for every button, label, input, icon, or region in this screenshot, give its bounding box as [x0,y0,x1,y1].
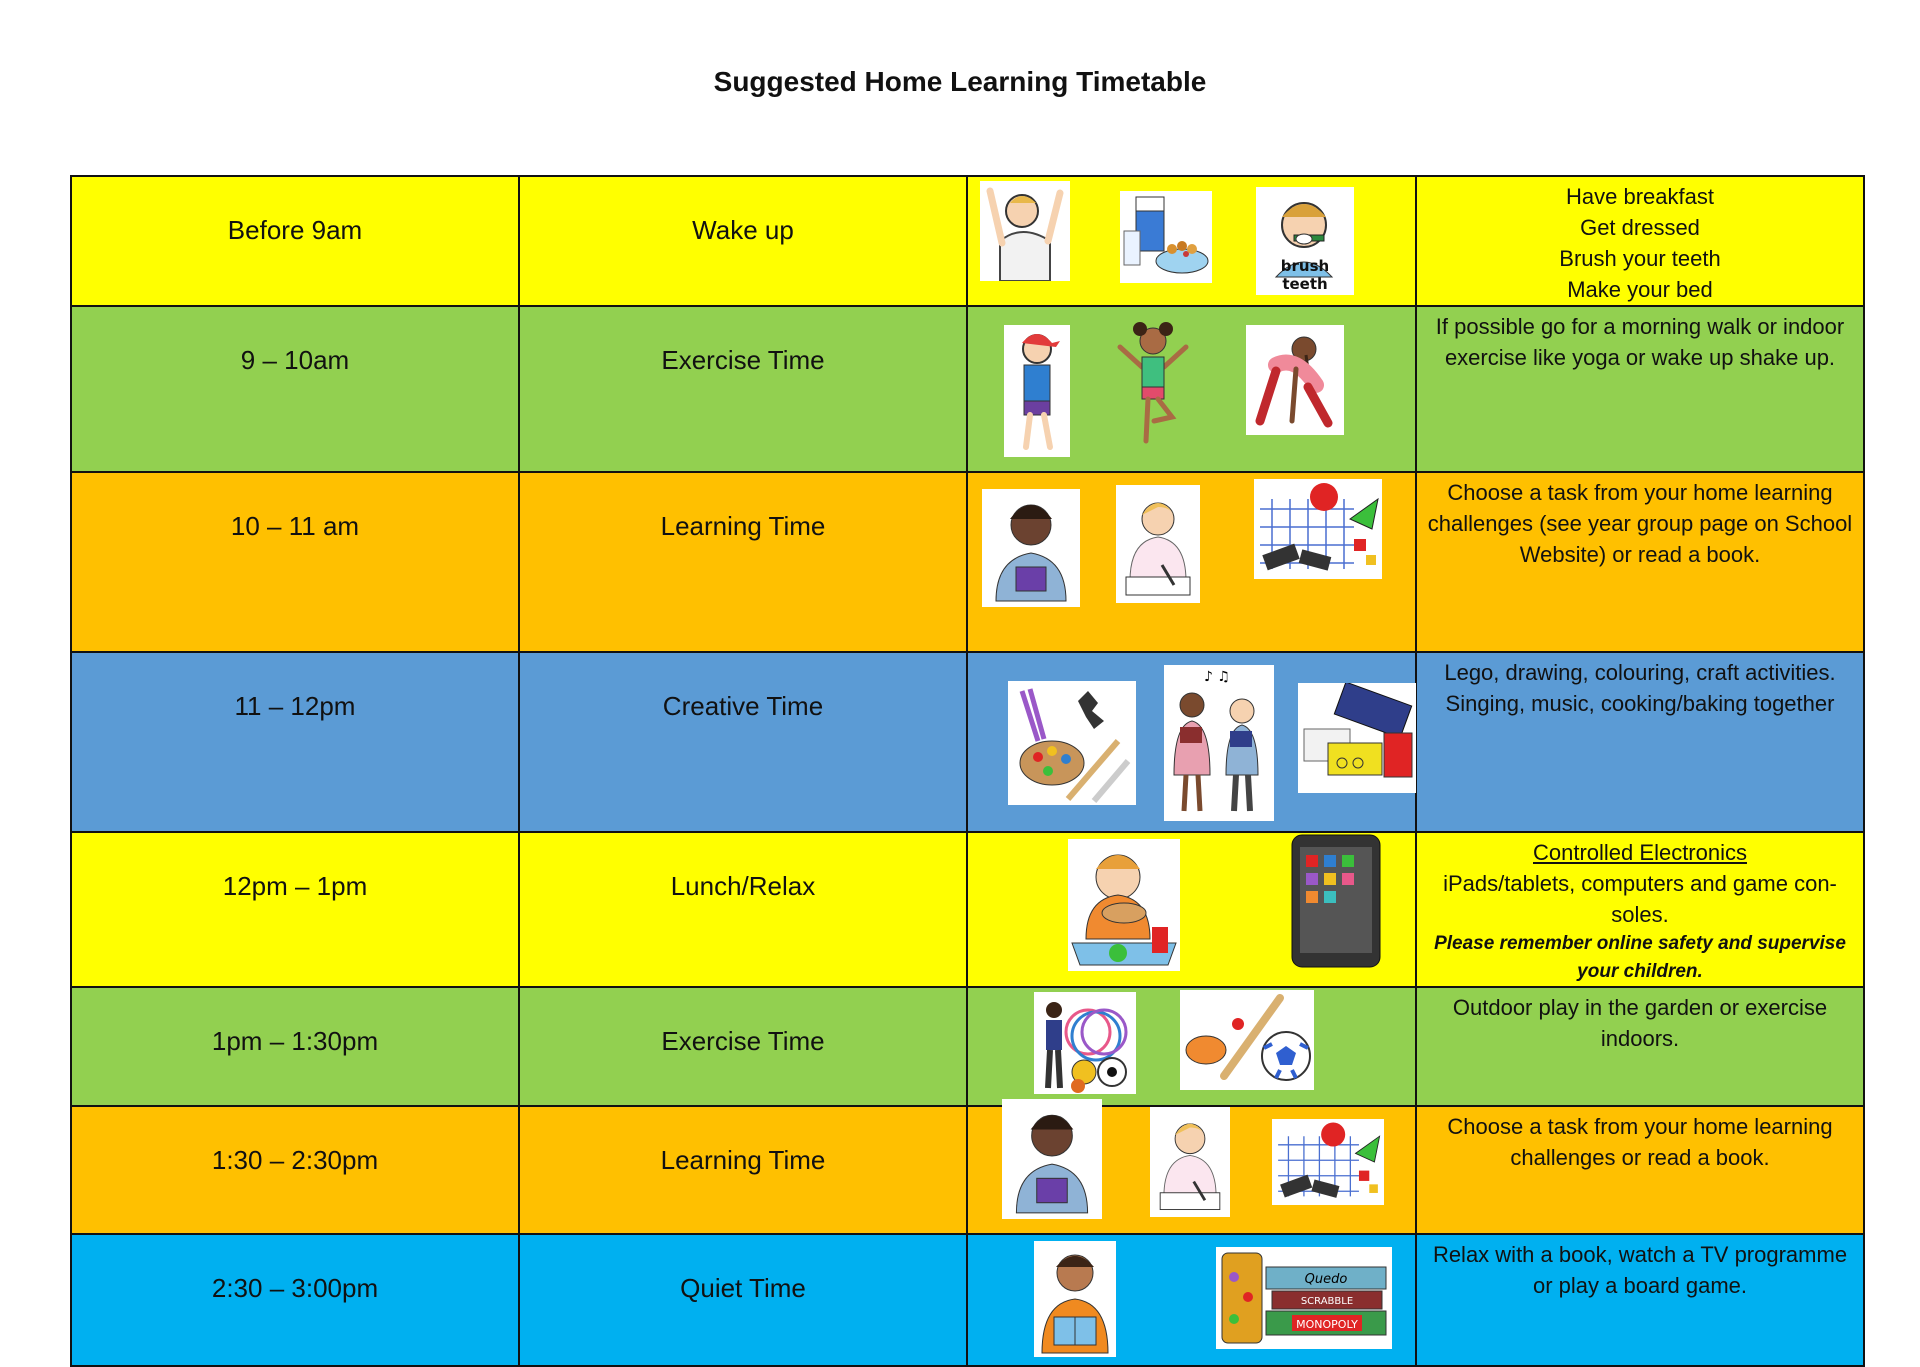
yoga-girl-icon [1110,317,1196,447]
images-cell [967,1234,1416,1366]
description-cell [1416,306,1864,472]
timetable-row [71,176,1864,306]
svg-text:Quedo: Quedo [1304,1272,1348,1287]
time-cell: 10 – 11 am [71,472,519,652]
description-line: Make your bed [1567,277,1713,302]
reading-boy-icon [982,489,1080,607]
sports-equipment-icon [1180,990,1314,1090]
timetable-row [71,1234,1864,1366]
time-cell: 1pm – 1:30pm [71,987,519,1106]
description-text: Lego, drawing, colouring, craft activities. Singing, music, cooking/baking together [1444,660,1836,716]
hoops-balls-child-icon [1034,992,1136,1094]
activity-cell: Exercise Time [519,306,967,472]
description-cell [1416,1234,1864,1366]
description-cell [1416,832,1864,987]
activity-cell: Quiet Time [519,1234,967,1366]
activity-cell: Creative Time [519,652,967,832]
description-line: Have breakfast [1566,184,1714,209]
description-text: Choose a task from your home learning challenges or read a book. [1447,1114,1833,1170]
activity-cell: Wake up [519,176,967,306]
description-line: Get dressed [1580,215,1700,240]
stretching-child-icon [980,181,1070,281]
activity-cell: Learning Time [519,1106,967,1234]
images-cell [967,1106,1416,1234]
svg-text:♪ ♫: ♪ ♫ [1204,669,1230,685]
breakfast-cereal-milk-icon [1120,191,1212,283]
images-cell [967,987,1416,1106]
page-title: Suggested Home Learning Timetable [713,66,1207,97]
lego-bricks-icon [1298,683,1416,793]
activity-cell: Lunch/Relax [519,832,967,987]
activity-cell: Learning Time [519,472,967,652]
stretching-girl-icon [1246,325,1344,435]
walking-boy-icon [1004,325,1070,457]
eating-lunch-boy-icon [1068,839,1180,971]
brush-teeth-icon [1256,187,1354,295]
writing-girl-icon [1150,1107,1230,1217]
safety-warning: Please remember online safety and supervise your children. [1434,933,1846,982]
time-cell: 1:30 – 2:30pm [71,1106,519,1234]
timetable-row [71,832,1864,987]
time-cell: 2:30 – 3:00pm [71,1234,519,1366]
description-cell [1416,472,1864,652]
image-caption: brush teeth [1280,257,1330,293]
reading-child-icon [1034,1241,1116,1357]
art-supplies-icon [1008,681,1136,805]
images-cell [967,176,1416,306]
activity-cell: Exercise Time [519,987,967,1106]
svg-text:MONOPOLY: MONOPOLY [1296,1318,1358,1331]
images-cell [967,306,1416,472]
singing-children-icon [1164,665,1274,821]
description-cell [1416,987,1864,1106]
maths-shapes-dice-icon [1272,1119,1384,1205]
description-text: Relax with a book, watch a TV programme or play a board game. [1432,1242,1848,1298]
images-cell [967,472,1416,652]
images-cell [967,652,1416,832]
writing-girl-icon [1116,485,1200,603]
description-text: Choose a task from your home learning challenges (see year group page on School Website) or read a book. [1427,480,1853,567]
timetable-row [71,1106,1864,1234]
time-cell: 9 – 10am [71,306,519,472]
time-cell: Before 9am [71,176,519,306]
reading-boy-icon [1002,1099,1102,1219]
description-cell [1416,652,1864,832]
timetable-row [71,652,1864,832]
section-heading: Controlled Electronics [1533,840,1747,865]
description-line: Brush your teeth [1559,246,1721,271]
timetable [70,175,1865,1367]
time-cell: 11 – 12pm [71,652,519,832]
time-cell: 12pm – 1pm [71,832,519,987]
description-text: iPads/tablets, computers and game con-soles. [1443,871,1837,927]
timetable-row [71,472,1864,652]
tablet-device-icon [1288,833,1384,969]
description-text: Outdoor play in the garden or exercise indoors. [1452,995,1828,1051]
maths-shapes-dice-icon [1254,479,1382,579]
description-cell [1416,1106,1864,1234]
svg-text:SCRABBLE: SCRABBLE [1300,1296,1354,1307]
images-cell [967,832,1416,987]
timetable-row [71,987,1864,1106]
description-cell [1416,176,1864,306]
timetable-row [71,306,1864,472]
board-games-icon [1216,1247,1392,1349]
description-text: If possible go for a morning walk or indoor exercise like yoga or wake up shake up. [1435,314,1845,370]
